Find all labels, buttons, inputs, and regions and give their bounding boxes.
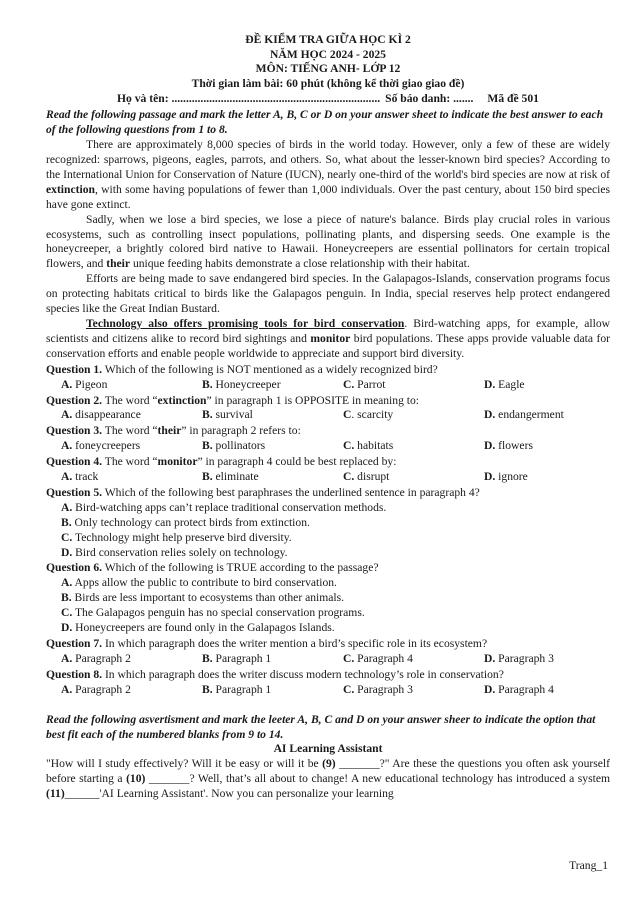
page-number: Trang_1 <box>569 859 608 872</box>
answer-option[interactable]: B. Honeycreeper <box>202 377 281 391</box>
answer-option[interactable]: D. ignore <box>484 470 528 484</box>
answer-option[interactable]: D. Paragraph 3 <box>484 651 554 665</box>
answer-option[interactable]: B. Only technology can protect birds from extinction. <box>61 515 310 529</box>
question-5 <box>46 486 610 561</box>
question-6 <box>46 561 610 636</box>
answer-options <box>46 378 610 393</box>
keyword-extinction: extinction <box>46 182 95 196</box>
question-list <box>46 363 610 698</box>
answer-option[interactable]: A. track <box>61 470 99 484</box>
advertisement-title: AI Learning Assistant <box>273 742 383 756</box>
student-id-label: Số báo danh: ....... <box>385 92 474 106</box>
answer-options <box>46 470 610 485</box>
keyword-their: their <box>106 257 131 271</box>
question-stem: Question 4. The word “monitor” in paragraph 4 could be best replaced by: <box>46 455 397 469</box>
blank-9: (9) <box>322 757 336 771</box>
answer-option[interactable]: B. Birds are less important to ecosystems than other animals. <box>61 591 345 605</box>
answer-option[interactable]: C. Paragraph 4 <box>343 651 413 665</box>
question-stem: Question 5. Which of the following best paraphrases the underlined sentence in paragraph 4? <box>46 485 480 499</box>
exam-title: ĐỀ KIỂM TRA GIỮA HỌC KÌ 2 <box>245 33 411 46</box>
answer-options <box>46 439 610 454</box>
question-number: Question 6. <box>46 561 103 575</box>
answer-option[interactable]: B. pollinators <box>202 439 266 453</box>
blank-10: (10) <box>126 772 146 786</box>
exam-code: Mã đề 501 <box>487 92 539 106</box>
question-1 <box>46 363 610 393</box>
question-stem: Question 1. Which of the following is NOT mentioned as a widely recognized bird? <box>46 362 438 376</box>
student-info-line <box>46 92 610 107</box>
passage-paragraph-2: Sadly, when we lose a bird species, we lose a piece of nature's balance. Birds play crucial roles in various ecosystems, such as controlling insect populations, pollinating plants, and dispersing seeds. One example is the honeycreeper, a brightly colored bird native to Hawaii. Honeycreepers are essential pollinators for certain tropical flowers, and their unique feeding habits demonstrate a close relationship with their habitat. <box>46 212 610 271</box>
school-year: NĂM HỌC 2024 - 2025 <box>270 47 386 61</box>
answer-option[interactable]: A. Pigeon <box>61 377 108 391</box>
answer-option[interactable]: C. The Galapagos penguin has no special conservation programs. <box>61 606 365 620</box>
answer-options <box>46 652 610 667</box>
question-stem: Question 7. In which paragraph does the writer mention a bird’s specific role in its ecosystem? <box>46 637 488 650</box>
answer-option[interactable]: A. foneycreepers <box>61 439 141 453</box>
answer-options <box>46 408 610 423</box>
question-4 <box>46 455 610 485</box>
answer-option[interactable]: B. Paragraph 1 <box>202 651 272 665</box>
answer-option[interactable]: C. habitats <box>343 439 394 453</box>
passage-paragraph-4: Technology also offers promising tools for bird conservation. Bird-watching apps, for example, allow scientists and citizens alike to record bird sightings and monitor bird populations. These apps provide valuable data for conservation efforts and enable people worldwide to appreciate and support bird diversity. <box>46 316 610 360</box>
answer-option[interactable]: C. disrupt <box>343 470 390 484</box>
advertisement-text: "How will I study effectively? Will it be easy or will it be (9) _______?" Are these the questions you often ask yourself before starting a (10) _______? Well, that’s all about to change! A new educational technology has introduced a system (11)______'AI Learning Assistant'. Now you can personalize your learning <box>46 757 610 801</box>
answer-option[interactable]: C. Parrot <box>343 377 386 391</box>
question-number: Question 2. <box>46 393 103 407</box>
section2-instruction: Read the following asvertisment and mark the leeter A, B, C and D on your answer sheer to indicate the option that best fit each of the numbered blanks from 9 to 14. <box>46 712 596 741</box>
answer-option[interactable]: B. survival <box>202 408 253 422</box>
answer-option[interactable]: B. eliminate <box>202 470 259 484</box>
question-number: Question 4. <box>46 455 103 469</box>
answer-option[interactable]: A. Bird-watching apps can’t replace traditional conservation methods. <box>61 500 387 514</box>
name-field-label: Họ và tên: ........................................................................ <box>117 92 381 106</box>
time-limit: Thời gian làm bài: 60 phút (không kể thời giao giao đề) <box>191 76 465 90</box>
question-number: Question 3. <box>46 424 103 438</box>
answer-option[interactable]: A. Paragraph 2 <box>61 682 131 696</box>
answer-option[interactable]: C. Paragraph 3 <box>343 682 413 696</box>
question-7 <box>46 637 610 667</box>
section1-instruction: Read the following passage and mark the letter A, B, C or D on your answer sheet to indicate the best answer to each of the following questions from 1 to 8. <box>46 108 604 137</box>
question-number: Question 7. <box>46 637 103 650</box>
answer-option[interactable]: D. Honeycreepers are found only in the Galapagos Islands. <box>61 621 335 635</box>
underlined-sentence: Technology also offers promising tools for bird conservation <box>86 316 405 330</box>
answer-option[interactable]: A. disappearance <box>61 408 141 422</box>
question-8 <box>46 668 610 698</box>
question-stem: Question 2. The word “extinction” in paragraph 1 is OPPOSITE in meaning to: <box>46 393 420 407</box>
question-number: Question 5. <box>46 485 103 499</box>
answer-option[interactable]: D. Paragraph 4 <box>484 682 554 696</box>
question-stem: Question 6. Which of the following is TRUE according to the passage? <box>46 561 379 575</box>
answer-options <box>46 683 610 698</box>
question-stem: Question 3. The word “their” in paragraph 2 refers to: <box>46 424 301 438</box>
answer-option[interactable]: C. Technology might help preserve bird diversity. <box>61 530 292 544</box>
question-3 <box>46 424 610 454</box>
answer-option[interactable]: D. Eagle <box>484 377 525 391</box>
answer-option[interactable]: D. Bird conservation relies solely on technology. <box>61 545 288 559</box>
question-number: Question 1. <box>46 362 103 376</box>
question-number: Question 8. <box>46 667 103 681</box>
keyword-monitor: monitor <box>310 331 351 345</box>
subject: MÔN: TIẾNG ANH- LỚP 12 <box>255 62 401 76</box>
answer-option[interactable]: A. Paragraph 2 <box>61 651 131 665</box>
answer-option[interactable]: B. Paragraph 1 <box>202 682 272 696</box>
answer-option[interactable]: D. flowers <box>484 439 533 453</box>
answer-option[interactable]: C. scarcity <box>343 408 394 422</box>
passage-paragraph-3: Efforts are being made to save endangered bird species. In the Galapagos-Islands, conservation programs focus on protecting habitats critical to birds like the Galapagos penguin. In India, special reserves help protect endangered species like the Great Indian Bustard. <box>46 272 610 316</box>
answer-option[interactable]: A. Apps allow the public to contribute to bird conservation. <box>61 576 337 590</box>
question-2 <box>46 394 610 424</box>
passage-paragraph-1: There are approximately 8,000 species of birds in the world today. However, only a few of these are widely recognized: sparrows, pigeons, eagles, parrots, and others. So, what about the lesser-known bird species? According to the International Union for Conservation of Nature (IUCN), nearly one-third of the world's bird species are now at risk of extinction, with some having populations of fewer than 1,000 individuals. Over the past century, about 150 bird species have gone extinct. <box>46 138 610 211</box>
answer-option[interactable]: D. endangerment <box>484 408 564 422</box>
blank-11: (11) <box>46 787 65 801</box>
question-stem: Question 8. In which paragraph does the writer discuss modern technology’s role in conservation? <box>46 667 504 681</box>
